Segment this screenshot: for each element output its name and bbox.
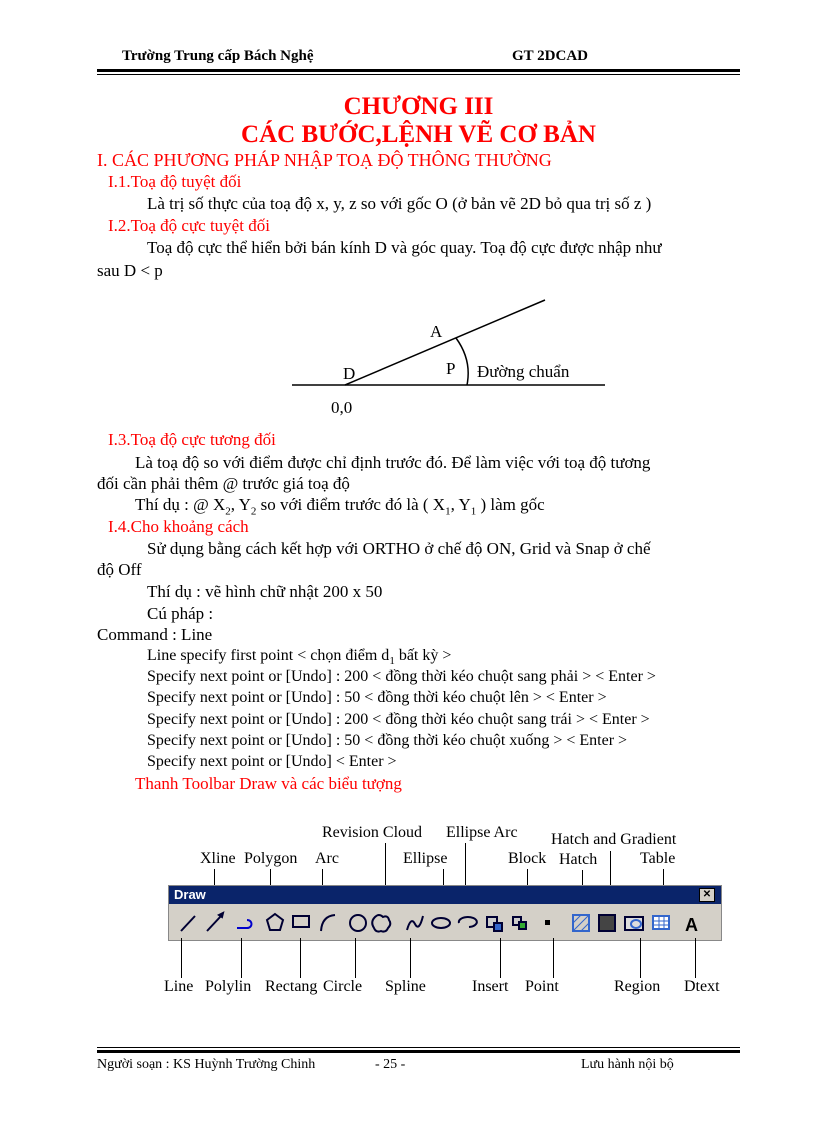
pointer-circle <box>355 938 356 978</box>
section-1-2-text-cont: sau D < p <box>97 261 163 280</box>
circle-icon[interactable] <box>350 915 366 931</box>
footer-note: Lưu hành nội bộ <box>581 1057 674 1072</box>
pointer-dtext <box>695 938 696 978</box>
section-1-3-text: Là toạ độ so với điểm được chỉ định trước đó. Để làm việc với toạ độ tương <box>135 453 651 472</box>
toolbar-icons <box>169 904 721 940</box>
toolbar-title: Draw <box>174 887 206 902</box>
chapter-title: CÁC BƯỚC,LỆNH VẼ CƠ BẢN <box>241 121 596 148</box>
footer-author: Người soạn : KS Huỳnh Trường Chinh <box>97 1057 316 1072</box>
label-block: Block <box>508 850 547 867</box>
section-1-title: I. CÁC PHƯƠNG PHÁP NHẬP TOẠ ĐỘ THÔNG THƯỜNG <box>97 150 552 170</box>
section-1-4-example: Thí dụ : vẽ hình chữ nhật 200 x 50 <box>147 582 383 601</box>
label-polyline: Polylin <box>205 978 252 995</box>
spline-icon[interactable] <box>407 916 423 930</box>
label-ellipse: Ellipse <box>403 850 448 867</box>
label-reference-line: Đường chuẩn <box>477 362 570 381</box>
table-icon[interactable] <box>653 916 669 929</box>
pointer-polyline <box>241 938 242 978</box>
label-arc: Arc <box>315 850 339 867</box>
rectangle-icon[interactable] <box>293 916 309 927</box>
arc-icon[interactable] <box>321 915 335 931</box>
xline-icon[interactable] <box>207 916 221 931</box>
pointer-region <box>640 938 641 978</box>
command-line-3: Specify next point or [Undo] : 50 < đồng thời kéo chuột lên > < Enter > <box>147 689 607 706</box>
label-d: D <box>343 364 356 383</box>
section-1-4-syntax: Cú pháp : <box>147 604 214 623</box>
section-1-2-title: I.2.Toạ độ cực tuyệt đối <box>108 216 270 235</box>
line-icon[interactable] <box>181 916 195 931</box>
label-hatch-and-gradient: Hatch and Gradient <box>551 831 677 848</box>
label-circle: Circle <box>323 978 363 995</box>
polyline-icon[interactable] <box>237 920 252 928</box>
footer-rule-thin <box>97 1047 740 1048</box>
polar-diagram <box>280 290 610 420</box>
revision-cloud-icon[interactable] <box>372 915 390 932</box>
chapter-number: CHƯƠNG III <box>343 93 494 120</box>
header-school: Trường Trung cấp Bách Nghệ <box>122 48 314 64</box>
label-insert: Insert <box>472 978 509 995</box>
section-1-2-text: Toạ độ cực thể hiển bởi bán kính D và góc quay. Toạ độ cực được nhập như <box>147 238 662 257</box>
toolbar-titlebar[interactable] <box>169 886 721 904</box>
header-code: GT 2DCAD <box>512 48 588 64</box>
command-line-5: Specify next point or [Undo] : 50 < đồng thời kéo chuột xuống > < Enter > <box>147 732 628 749</box>
section-1-3-example: Thí dụ : @ $X_2$, $Y_2$ so với điểm trước đó là ( $X_1$, $Y_1$ ) làm gốc <box>135 495 545 518</box>
label-line: Line <box>164 978 194 995</box>
label-rectangle: Rectang <box>265 978 318 995</box>
pointer-line <box>181 938 182 978</box>
pointer-point <box>553 938 554 978</box>
polygon-icon[interactable] <box>267 914 283 930</box>
section-1-4-text-cont: độ Off <box>97 560 142 579</box>
section-1-3-text-cont: đối cần phải thêm @ trước giá toạ độ <box>97 474 350 493</box>
label-ellipse-arc: Ellipse Arc <box>446 824 518 841</box>
section-1-3-title: I.3.Toạ độ cực tương đối <box>108 430 276 449</box>
pointer-insert <box>500 938 501 978</box>
gradient-icon[interactable] <box>599 915 615 931</box>
section-1-4-title: I.4.Cho khoảng cách <box>108 517 249 536</box>
command-line-2: Specify next point or [Undo] : 200 < đồng thời kéo chuột sang phải > < Enter > <box>147 668 656 685</box>
label-origin: 0,0 <box>331 398 353 417</box>
section-1-4-text: Sử dụng bằng cách kết hợp với ORTHO ở chế độ ON, Grid và Snap ở chế <box>147 539 651 558</box>
label-a: A <box>430 322 443 341</box>
section-1-1-text: Là trị số thực của toạ độ x, y, z so với gốc O (ở bản vẽ 2D bỏ qua trị số z ) <box>147 194 652 213</box>
label-p: P <box>446 359 456 378</box>
label-region: Region <box>614 978 661 995</box>
command-line-1: Line specify first point < chọn điểm $d_1$ bất kỳ > <box>147 647 452 668</box>
label-point: Point <box>525 978 559 995</box>
toolbar-caption: Thanh Toolbar Draw và các biểu tượng <box>135 774 402 793</box>
label-revision-cloud: Revision Cloud <box>322 824 423 841</box>
label-hatch: Hatch <box>559 851 598 868</box>
pointer-spline <box>410 938 411 978</box>
ellipse-icon[interactable] <box>432 918 450 928</box>
footer-page-number: - 25 - <box>375 1057 406 1072</box>
section-1-1-title: I.1.Toạ độ tuyệt đối <box>108 172 242 191</box>
command-head: Command : Line <box>97 625 213 644</box>
label-xline: Xline <box>200 850 236 867</box>
label-table: Table <box>640 850 676 867</box>
header-rule <box>97 69 740 72</box>
label-polygon: Polygon <box>244 850 298 867</box>
pointer-rectangle <box>300 938 301 978</box>
label-spline: Spline <box>385 978 426 995</box>
dtext-icon[interactable]: A <box>685 915 698 935</box>
command-line-6: Specify next point or [Undo] < Enter > <box>147 753 397 770</box>
point-icon[interactable] <box>546 921 549 924</box>
ellipse-arc-icon[interactable] <box>459 917 477 927</box>
toolbar-close-button[interactable]: ✕ <box>699 888 715 902</box>
label-dtext: Dtext <box>684 978 720 995</box>
footer-rule <box>97 1050 740 1053</box>
header-rule-thin <box>97 74 740 75</box>
draw-toolbar[interactable] <box>168 885 722 941</box>
angle-arc <box>456 338 468 385</box>
command-line-4: Specify next point or [Undo] : 200 < đồng thời kéo chuột sang trái > < Enter > <box>147 711 650 728</box>
